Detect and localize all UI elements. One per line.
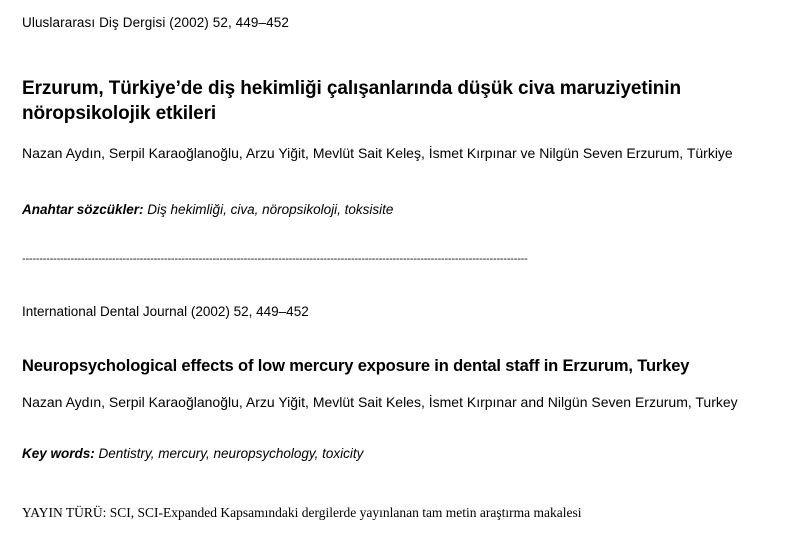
article-title-turkish: Erzurum, Türkiye’de diş hekimliği çalışanlarında düşük civa maruziyetinin nöropsikolojik etkileri (22, 77, 681, 124)
keywords-label-turkish: Anahtar sözcükler: (22, 201, 144, 217)
keywords-english (22, 445, 778, 464)
keywords-value-english: Dentistry, mercury, neuropsychology, toxicity (94, 446, 364, 462)
keywords-turkish (22, 201, 778, 220)
section-divider: -------------------------------------------------------------------------------------------------------------------------------------------------- (22, 254, 528, 266)
journal-reference-turkish: Uluslararası Diş Dergisi (2002) 52, 449–452 (22, 15, 289, 30)
journal-reference-english: International Dental Journal (2002) 52, 449–452 (22, 304, 309, 320)
keywords-value-turkish: Diş hekimliği, civa, nöropsikoloji, toksisite (143, 201, 394, 217)
author-list-turkish: Nazan Aydın, Serpil Karaoğlanoğlu, Arzu Yiğit, Mevlüt Sait Keleş, İsmet Kırpınar ve Nilgün Seven Erzurum, Türkiye (22, 144, 733, 161)
keywords-label-english: Key words: (22, 446, 95, 462)
author-list-english: Nazan Aydın, Serpil Karaoğlanoğlu, Arzu Yiğit, Mevlüt Sait Keles, İsmet Kırpınar and Nilgün Seven Erzurum, Turkey (22, 394, 738, 411)
publication-type-note: YAYIN TÜRÜ: SCI, SCI-Expanded Kapsamındaki dergilerde yayınlanan tam metin araştırma makalesi (22, 505, 582, 521)
article-title-english: Neuropsychological effects of low mercury exposure in dental staff in Erzurum, Turkey (22, 357, 690, 376)
